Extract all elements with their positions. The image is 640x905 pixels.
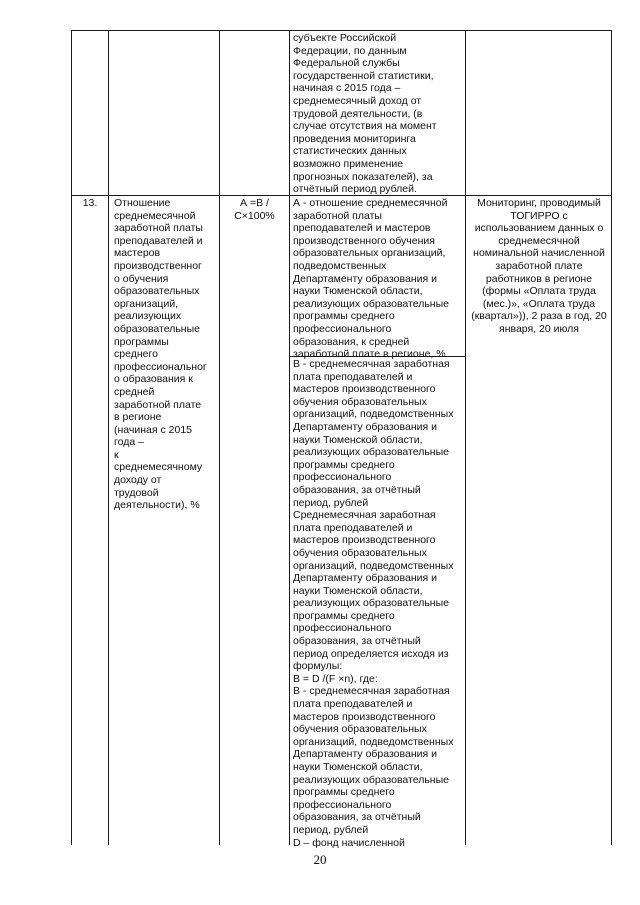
definition-b: В - среднемесячная заработная плата преподавателей и мастеров производственного обучения образовательных организаций, подведомственных Департаменту образования и науки Тюменской области, реализующих образовательные программы среднего профессионального образования, за отчётный период, рублей Среднемесячная заработная плата преподавателей и мастеров производственного обучения образовательных организаций, подведомственных Департаменту образования и науки Тюменской области, реализующих образовательные программы среднего профессионального образования, за отчётный период определяется исходя из формулы: В = D /(F ×n), где: В - среднемесячная заработная плата преподавателей и мастеров производственного обучения образовательных организаций, подведомственных Департаменту образования и науки Тюменской области, реализующих образовательные программы среднего профессионального образования, за отчётный период, рублей D – фонд начисленной <box>293 358 454 849</box>
column-divider-3 <box>289 30 290 845</box>
column-divider-1 <box>108 30 109 845</box>
indicator-name: Отношение среднемесячной заработной платы преподавателей и мастеров производственног о обучения образовательных организаций, реализующих образовательные программы среднего профессиональног о образования к средней заработной плате в регионе (начиная с 2015 года – к среднемесячному доходу от трудовой деятельности), % <box>114 197 207 512</box>
table-border-left <box>71 30 72 845</box>
row-number: 13. <box>82 197 98 209</box>
formula: А =В / С×100% <box>234 197 275 222</box>
column-divider-2 <box>219 30 220 845</box>
continued-row-definition: субъекте Российской Федерации, по данным Федеральной службы государственной статистики, начиная с 2015 года – среднемесячный доход от трудовой деятельности, (в случае отсутствия на момент проведения мониторинга статистических данных возможно применение прогнозных показателей), за отчётный период рублей. <box>293 32 437 196</box>
data-source: Мониторинг, проводимый ТОГИРРО с использованием данных о среднемесячной номинальной начисленной заработной плате работников в регионе (формы «Оплата труда (мес.)», «Оплата труда (квартал»)), 2 раза в год, 20 января, 20 июля <box>471 197 607 335</box>
definition-a: А - отношение среднемесячной заработной платы преподавателей и мастеров производственного обучения образовательных организаций, подведомственных Департаменту образования и науки Тюменской области, реализующих образовательные программы среднего профессионального образования, к средней заработной плате в регионе, % <box>293 197 449 361</box>
table-border-right <box>611 30 612 845</box>
table-border-top <box>71 30 612 31</box>
column-divider-4 <box>465 30 466 845</box>
page-number: 20 <box>313 852 327 867</box>
